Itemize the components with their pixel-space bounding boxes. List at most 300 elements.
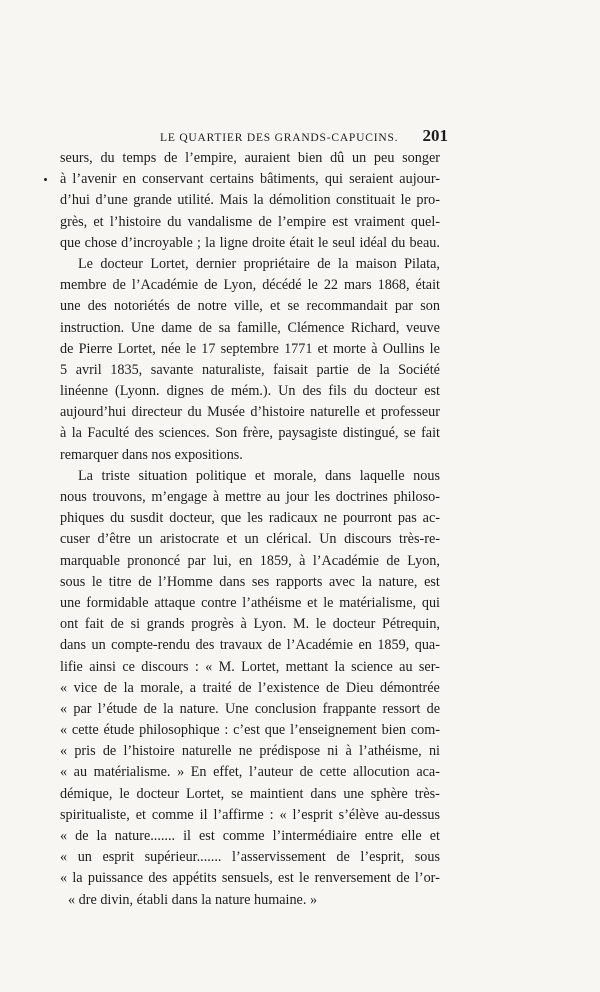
word: aca- [416, 764, 440, 781]
word: les [247, 510, 263, 527]
word: en [358, 637, 372, 654]
word: naturaliste, [201, 361, 265, 378]
word: propriétaire [243, 255, 310, 272]
word: seurs, [60, 150, 93, 166]
word: ses [251, 573, 270, 590]
word: « [60, 679, 68, 696]
text-line [60, 868, 440, 889]
word: 5 [60, 361, 68, 378]
word: l’empire [278, 213, 327, 230]
word: docteur [332, 616, 376, 633]
word: il [183, 828, 191, 844]
word: certains [209, 171, 254, 188]
word: de [258, 213, 272, 230]
word: de [326, 679, 340, 696]
word: des [148, 870, 168, 887]
word: et [429, 828, 440, 844]
word: l’Académie [286, 637, 353, 654]
word: philoso- [393, 489, 440, 505]
text-line [60, 445, 440, 466]
word: Musée [207, 404, 245, 421]
word: une [60, 594, 81, 611]
word: le [307, 277, 318, 294]
word: ressort [382, 700, 421, 717]
word: c’est [233, 722, 260, 739]
word: sciences. [158, 425, 210, 442]
word: formidable [86, 594, 149, 611]
word: comme [222, 828, 265, 844]
word: son [420, 298, 440, 315]
word: quel- [410, 213, 440, 230]
word: contre [201, 594, 237, 611]
word: décédé [262, 277, 302, 294]
word: la [361, 573, 372, 590]
word: de [396, 870, 410, 887]
word: rapports [275, 573, 323, 590]
word: née [160, 340, 181, 357]
word: le [315, 616, 327, 633]
word: Richard, [350, 319, 400, 336]
word: utilité. [177, 192, 214, 209]
word: bien [297, 150, 323, 166]
word: les [314, 489, 331, 505]
word: l’or- [414, 870, 440, 887]
word: du [391, 234, 406, 251]
word: de [138, 573, 152, 590]
word: radicaux [268, 510, 318, 527]
word: établi [136, 891, 172, 908]
word: de [357, 361, 371, 378]
word: remarquer [60, 446, 122, 463]
word: « [60, 849, 68, 866]
word: elle [401, 828, 422, 844]
word: savante [150, 361, 194, 378]
word: dre [78, 891, 101, 908]
word: le [119, 785, 130, 802]
word: en [238, 552, 253, 569]
word: « [60, 722, 68, 739]
word: à [371, 340, 378, 357]
word: docteur, [169, 510, 215, 527]
text-line [60, 296, 440, 317]
word: la [96, 828, 107, 844]
word: songer [402, 150, 440, 166]
word: de [60, 340, 74, 357]
text-line [60, 466, 440, 487]
word: sous [414, 849, 440, 866]
word: chose [84, 234, 117, 251]
text-line [60, 275, 440, 296]
word: de [102, 743, 117, 760]
word: sous [60, 573, 86, 590]
word: et [135, 806, 146, 823]
word: pas [397, 510, 417, 527]
word: 22 [323, 277, 339, 294]
word: une [60, 298, 81, 315]
text-line [60, 847, 440, 868]
word: était [415, 277, 440, 294]
word: dernier [196, 255, 237, 272]
word: : [194, 658, 199, 675]
text-line [60, 678, 440, 699]
word: travaux [219, 637, 263, 654]
word: de [112, 277, 126, 294]
word: l’Académie [312, 552, 379, 569]
word: de [75, 828, 89, 844]
text-line [60, 805, 440, 826]
word: puissance [87, 870, 144, 887]
word: Clémence [287, 319, 345, 336]
word: dans [310, 785, 337, 802]
word: nature [215, 891, 254, 908]
word: matérialisme, [339, 594, 417, 611]
word: que [264, 722, 286, 739]
word: l’Académie [131, 277, 199, 294]
word: à [240, 616, 247, 633]
word: Son [215, 425, 238, 442]
word: « [205, 658, 213, 675]
text-line [60, 657, 440, 678]
word: d’être [97, 531, 131, 548]
word: frère, [242, 425, 273, 442]
word: trouvons, [92, 489, 146, 505]
word: est [424, 383, 440, 400]
word: étude [103, 722, 135, 739]
word: de [164, 150, 178, 166]
text-line [60, 551, 440, 572]
word: un [77, 849, 92, 866]
word: aujourd’hui [60, 404, 127, 421]
word: 1771 [284, 340, 313, 357]
word: se [403, 425, 416, 442]
word: maison [355, 255, 397, 272]
word: le [429, 340, 440, 357]
word: renversement [314, 870, 391, 887]
text-line [60, 254, 440, 275]
word: seul [332, 234, 356, 251]
word: ni [327, 743, 339, 760]
word: l’existence [258, 679, 320, 696]
word: docteur [136, 785, 180, 802]
ink-speck [44, 178, 47, 181]
word: l’enseignement [290, 722, 377, 739]
word: du [187, 404, 202, 421]
word: entre [364, 828, 394, 844]
word: ce [122, 658, 135, 675]
word: Un [319, 531, 337, 548]
text-line [60, 487, 440, 508]
word: de [110, 616, 124, 633]
word: par [394, 298, 414, 315]
word: science [351, 658, 393, 675]
text-line [60, 508, 440, 529]
word: Une [130, 319, 155, 336]
word: susdit [130, 510, 164, 527]
word: le [317, 234, 329, 251]
word: ne [238, 743, 253, 760]
word: qua- [414, 637, 440, 654]
word: de [267, 637, 282, 654]
word: ligne [219, 234, 248, 251]
word: l’étude [97, 700, 138, 717]
word: Lyon, [223, 277, 257, 294]
text-line [60, 148, 440, 169]
word: pourront [343, 510, 392, 527]
word: notre [197, 298, 227, 315]
word: sphère [370, 785, 408, 802]
word: lui, [213, 552, 232, 569]
word: 17 [201, 340, 216, 357]
word: des [87, 298, 107, 315]
word: politique [195, 467, 247, 484]
word: mém.). [230, 383, 272, 400]
word: humaine. [254, 891, 310, 908]
word: Dieu [345, 679, 374, 696]
word: notoriétés [113, 298, 170, 315]
word: le [299, 870, 310, 887]
word: se [231, 785, 243, 802]
word: dans [325, 467, 352, 484]
word: la [201, 891, 215, 908]
word: et [307, 594, 318, 611]
word: ainsi [89, 658, 116, 675]
word: docteur [374, 383, 418, 400]
word: situation [138, 467, 188, 484]
word: d’une [95, 192, 128, 209]
word: 1859, [377, 637, 410, 654]
word: et [254, 467, 266, 484]
word: Mais [219, 192, 248, 209]
word: qui [324, 171, 343, 188]
word: par [73, 700, 92, 717]
word: très- [414, 785, 440, 802]
page-number: 201 [422, 126, 448, 145]
word: d’hui [60, 192, 90, 209]
word: Lortet, [117, 340, 156, 357]
word: sa [218, 319, 231, 336]
word: de [204, 277, 218, 294]
word: d’incroyable [121, 234, 193, 251]
word: l’histoire [123, 743, 175, 760]
word: au-dessus [384, 806, 440, 823]
word: Lortet, [241, 658, 280, 675]
word: l’empire, [185, 150, 237, 166]
word: Lyon. [253, 616, 287, 633]
word: fait [84, 616, 104, 633]
word: l’histoire [109, 213, 162, 230]
word: M. [292, 616, 310, 633]
text-line [60, 190, 440, 211]
word: » [309, 891, 318, 908]
word: seraient [349, 171, 394, 188]
word: « [60, 764, 68, 781]
word: ne [323, 510, 338, 527]
word: grès, [60, 213, 88, 230]
word: démique, [60, 785, 113, 802]
word: vice [73, 679, 98, 696]
word: il [199, 806, 208, 823]
word: en [122, 171, 137, 188]
text-line [60, 741, 440, 762]
word: ac- [422, 510, 440, 527]
word: l’Homme [158, 573, 213, 590]
word: frappante [322, 700, 377, 717]
word: l’esprit [292, 806, 333, 823]
text-line [60, 572, 440, 593]
word: veuve [406, 319, 440, 336]
text-line [60, 233, 440, 254]
word: de [317, 255, 331, 272]
word: pro- [416, 192, 440, 209]
word: constituait [336, 192, 396, 209]
word: ; [197, 234, 201, 251]
word: professeur [380, 404, 440, 421]
word: de [210, 383, 224, 400]
word: docteur [100, 255, 143, 272]
word: si [130, 616, 141, 633]
text-line [60, 212, 440, 233]
word: paysagiste [278, 425, 338, 442]
word: avril [75, 361, 102, 378]
word: appétits [172, 870, 217, 887]
word: la [379, 361, 390, 378]
word: allocution [352, 764, 410, 781]
word: fait [421, 425, 440, 442]
word: nous [60, 489, 87, 505]
word: distingué, [342, 425, 399, 442]
word: nous [413, 467, 440, 484]
word: dans [219, 573, 246, 590]
word: de [177, 298, 191, 315]
word: de [386, 552, 400, 569]
text-line [60, 699, 440, 720]
word: directeur [131, 404, 183, 421]
word: l’athéisme [242, 594, 302, 611]
text-line [60, 614, 440, 635]
word: est [199, 828, 215, 844]
word: démolition [269, 192, 331, 209]
text-line [60, 593, 440, 614]
word: est [278, 870, 294, 887]
page-header [60, 126, 448, 146]
word: comme [151, 806, 194, 823]
word: laquelle [359, 467, 405, 484]
word: au [266, 489, 281, 505]
word: fils [328, 383, 347, 400]
word: faisait [273, 361, 308, 378]
word: le [323, 594, 334, 611]
word: ser- [418, 658, 440, 675]
text-line [60, 826, 440, 847]
word: bâtiments, [259, 171, 319, 188]
word: mettant [285, 658, 329, 675]
text-line [60, 635, 440, 656]
word: m’engage [151, 489, 208, 505]
word: l’esprit, [360, 849, 405, 866]
word: La [78, 467, 93, 484]
word: 1859, [259, 552, 292, 569]
word: grands [146, 616, 185, 633]
word: compte-rendu [111, 637, 190, 654]
word: de [238, 679, 252, 696]
word: effet, [213, 764, 243, 781]
word: discours [141, 658, 189, 675]
text-line [60, 720, 440, 741]
word: conservant [142, 171, 204, 188]
word: un [244, 531, 259, 548]
word: ni [428, 743, 440, 760]
word: temps [122, 150, 157, 166]
word: l’asservissement [232, 849, 326, 866]
word: marquable [60, 552, 120, 569]
word: philosophique [139, 722, 220, 739]
word: « [60, 743, 68, 760]
word: aujour- [399, 171, 440, 188]
word: « [60, 700, 68, 717]
word: 1835, [110, 361, 143, 378]
word: de [198, 319, 212, 336]
word: « [279, 806, 287, 823]
word: le [400, 192, 411, 209]
word: la [253, 192, 264, 209]
word: famille, [237, 319, 281, 336]
text-line [60, 318, 440, 339]
word: du [353, 383, 368, 400]
word: l’affirme [213, 806, 264, 823]
word: (Lyonn. [115, 383, 160, 400]
word: nature. [179, 700, 219, 717]
word: a [189, 679, 197, 696]
text-line [60, 423, 440, 444]
word: aristocrate [160, 531, 220, 548]
word: et [270, 298, 281, 315]
word: le [185, 340, 197, 357]
word: mettre [224, 489, 262, 505]
word: cuser [60, 531, 90, 548]
word: la [205, 234, 216, 251]
word: la [72, 870, 83, 887]
word: attaque [154, 594, 196, 611]
word: peu [373, 150, 395, 166]
word: la [71, 425, 82, 442]
word: Société [398, 361, 440, 378]
word: de [336, 849, 350, 866]
word: du [110, 510, 125, 527]
word: prédispose [259, 743, 321, 760]
word: de [426, 700, 440, 717]
word: spiritualiste, [60, 806, 130, 823]
word: se [287, 298, 300, 315]
word: à [212, 489, 220, 505]
word: morale, [273, 467, 317, 484]
word: dans [121, 446, 152, 463]
word: droite [252, 234, 286, 251]
word: recommandait [306, 298, 388, 315]
word: ville, [234, 298, 263, 315]
word: com- [410, 722, 440, 739]
word: divin, [100, 891, 137, 908]
text-line [60, 762, 440, 783]
word: matérialisme. [93, 764, 171, 781]
word: des [302, 383, 322, 400]
word: partie [316, 361, 349, 378]
word: des [195, 637, 215, 654]
word: sensuels, [221, 870, 273, 887]
text-line [60, 339, 440, 360]
word: traité [202, 679, 232, 696]
word: auraient [244, 150, 291, 166]
text-line [60, 890, 440, 911]
